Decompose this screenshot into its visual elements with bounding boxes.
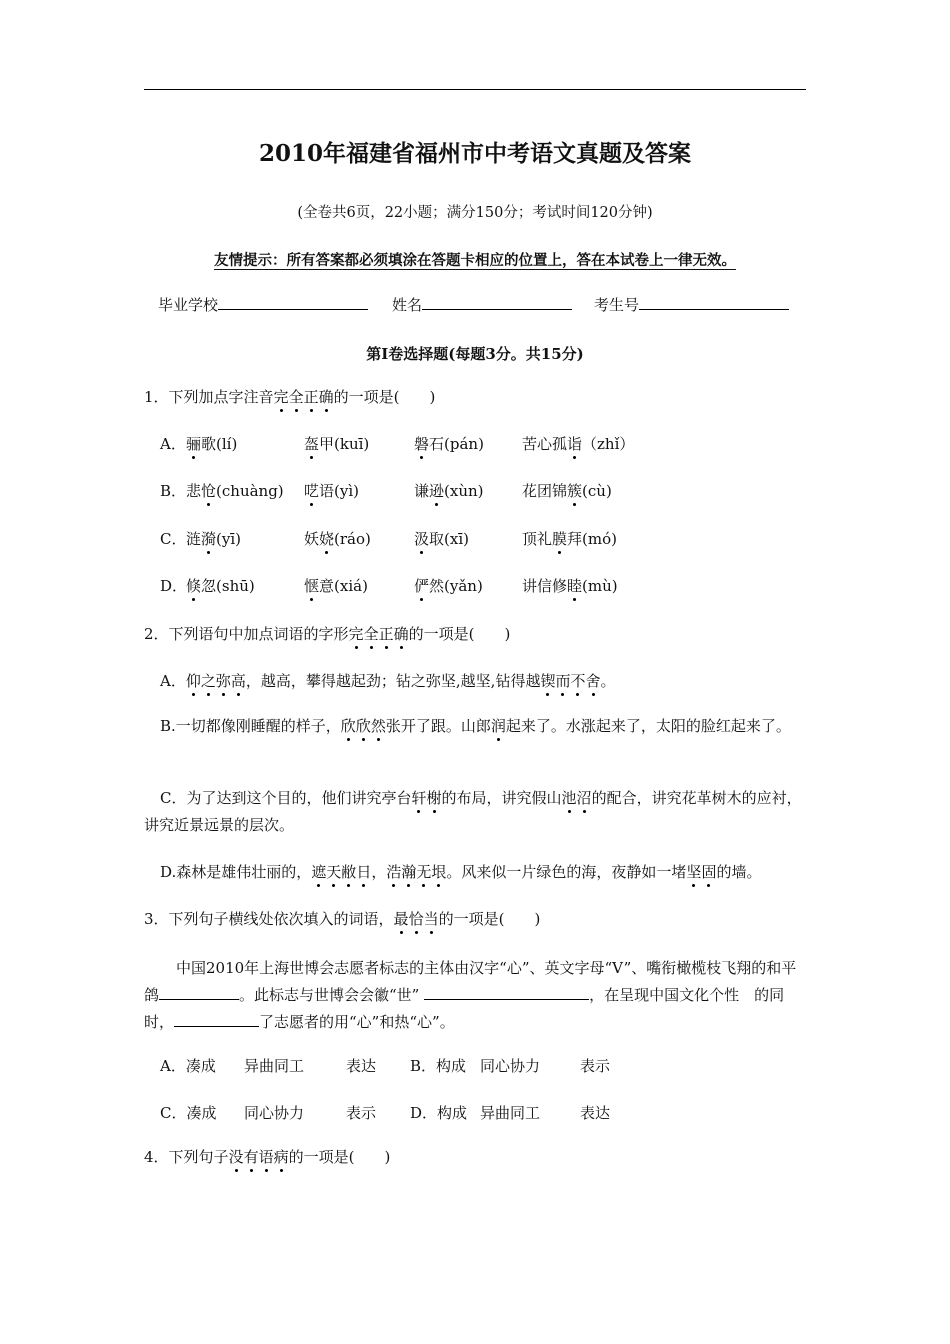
q2-stem-tail: 的一项是( )	[408, 625, 511, 643]
question-1-stem	[144, 386, 435, 407]
q2-option-a	[160, 670, 616, 691]
q1-item-text: (cù)	[582, 482, 612, 500]
q1-option-item	[522, 575, 618, 596]
q1-item-text: 花团锦	[522, 482, 568, 500]
q1-stem-text: 1．下列加点字注音	[144, 388, 274, 406]
q1-dotted-char: 簇	[567, 482, 583, 500]
q3-option-cell: B．构成	[410, 1057, 467, 1075]
q1-option-item	[186, 528, 241, 549]
q1-item-text: 顶礼	[522, 530, 553, 548]
q1-dotted-char: 漪	[201, 530, 217, 548]
q2d-text-2: ，	[371, 863, 387, 881]
q1-item-text: 悲	[186, 482, 202, 500]
question-4-stem	[144, 1146, 390, 1167]
q3-passage-3: ，在呈现中国文化个性 的同时，	[144, 986, 785, 1031]
q1-item-text: 石(pán)	[429, 435, 484, 453]
q2c-text-3: 的配合，讲究花革树木的应衬，讲究近景远景的层次。	[144, 789, 802, 834]
exam-info: (全卷共6页，22小题；满分150分；考试时间120分钟)	[297, 205, 653, 221]
q2c-word-1: 轩榭	[411, 789, 442, 807]
q1-stem-tail: 的一项是( )	[333, 388, 436, 406]
q2-option-b	[144, 713, 806, 740]
q2d-text-1: D.森林是雄伟壮丽的，	[160, 863, 312, 881]
q2a-word-2: 锲而不舍	[540, 672, 601, 690]
q3-option-cell: 同心协力	[480, 1057, 541, 1075]
q1-option-item	[522, 433, 634, 454]
q2c-text-1: C．为了达到这个目的，他们讲究亭台	[160, 789, 412, 807]
q1-dotted-char: 磐	[414, 435, 430, 453]
q1-item-text: 语(yì)	[319, 482, 359, 500]
q1-dotted-char: 骊	[186, 435, 202, 453]
q1-option-label: C．	[160, 530, 187, 548]
q1-item-text: 苦心孤	[522, 435, 568, 453]
q1-dotted-char: 怆	[201, 482, 217, 500]
q1-item-text: (chuàng)	[216, 482, 284, 500]
q2d-text-3: 。风来似一片绿色的海，夜静如一堵	[446, 863, 687, 881]
q3-option-cell: 表达	[346, 1057, 377, 1075]
q2a-text-1: ，越高，攀得越起劲；钻之弥坚,越坚,钻得越	[245, 672, 541, 690]
q3-stem-text: 3．下列句子横线处依次填入的词语，	[144, 910, 394, 928]
q3-option-cell: 表示	[346, 1104, 377, 1122]
q4-stem-emphasis: 没有语病	[228, 1148, 289, 1166]
q1-dotted-char: 汲	[414, 530, 430, 548]
friendly-tip-text: 友情提示：所有答案都必须填涂在答题卡相应的位置上，答在本试卷上一律无效。	[214, 252, 736, 269]
q2b-word-1: 欣欣然	[340, 717, 386, 735]
q1-stem-emphasis: 完全正确	[273, 388, 334, 406]
q1-option-item	[186, 575, 255, 596]
q2a-text-2: 。	[600, 672, 616, 690]
q3-passage-2: 。此标志与世博会会徽“世”	[239, 986, 420, 1004]
q2b-text-3: 起来了。水涨起来了，太阳的脸红起来了。	[505, 717, 791, 735]
name-label: 姓名	[392, 296, 423, 314]
q1-dotted-char: 诣	[567, 435, 583, 453]
q1-option-item	[304, 575, 368, 596]
q1-dotted-char: 俨	[414, 577, 430, 595]
q1-option-item	[304, 480, 359, 501]
q1-item-text: 谦	[414, 482, 430, 500]
q2c-text-2: 的布局，讲究假山	[441, 789, 562, 807]
q2b-word-2: 润	[490, 717, 506, 735]
q2d-text-4: 的墙。	[716, 863, 762, 881]
top-rule	[144, 89, 806, 90]
q1-item-text: 取(xī)	[429, 530, 469, 548]
q3-stem-emphasis: 最恰当	[393, 910, 439, 928]
q1-option-label: D．	[160, 577, 188, 595]
q2b-text-2: 张开了跟。山郎	[385, 717, 491, 735]
exam-no-blank[interactable]	[639, 295, 789, 310]
q3-option-cell: 异曲同工	[244, 1057, 305, 1075]
q1-option-item	[414, 575, 483, 596]
q3-option-cell: 表示	[580, 1057, 611, 1075]
q3-blank-3	[174, 1012, 259, 1027]
q3-option-cell: D．构成	[410, 1104, 468, 1122]
q3-stem-tail: 的一项是( )	[438, 910, 541, 928]
q1-dotted-char: 盔	[304, 435, 320, 453]
q2d-word-1: 遮天敝日	[311, 863, 372, 881]
exam-no-label: 考生号	[594, 296, 640, 314]
question-2-stem	[144, 623, 510, 644]
school-blank[interactable]	[218, 295, 368, 310]
q2b-text-1: B.一切都像刚睡醒的样子，	[160, 717, 341, 735]
q4-stem-text: 4．下列句子	[144, 1148, 229, 1166]
q1-dotted-char: 睦	[567, 577, 583, 595]
q1-dotted-char: 逊	[429, 482, 445, 500]
q2-stem-text: 2．下列语句中加点词语的字形	[144, 625, 349, 643]
school-field	[158, 294, 368, 315]
q1-option-item	[304, 528, 371, 549]
q1-item-text: 歌(lí)	[201, 435, 238, 453]
q1-item-text: (xùn)	[444, 482, 484, 500]
school-label: 毕业学校	[158, 296, 219, 314]
q1-dotted-char: 惬	[304, 577, 320, 595]
q1-item-text: 拜(mó)	[567, 530, 617, 548]
q3-blank-2	[424, 985, 589, 1000]
q1-option-item	[522, 480, 612, 501]
q3-passage-1: 中国2010年上海世博会志愿者标志的主体由汉字“心”、英文字母“V”、嘴衔橄榄枝飞翔的和平鸽	[144, 959, 797, 1004]
q3-option-cell: 表达	[580, 1104, 611, 1122]
q2a-word-1: 仰之弥高	[185, 672, 246, 690]
q1-option-item	[186, 433, 237, 454]
q1-dotted-char: 膜	[552, 530, 568, 548]
q3-option-cell: A．凑成	[160, 1057, 216, 1075]
q1-option-label: B．	[160, 482, 187, 500]
q1-item-text: (yī)	[216, 530, 242, 548]
q1-option-item	[414, 480, 484, 501]
q1-item-text: 意(xiá)	[319, 577, 368, 595]
q1-option-item	[304, 433, 369, 454]
q1-item-text: (ráo)	[334, 530, 371, 548]
q4-stem-tail: 的一项是( )	[288, 1148, 391, 1166]
q3-passage-4: 了志愿者的用“心”和热“心”。	[259, 1013, 455, 1031]
q1-dotted-char: 娆	[319, 530, 335, 548]
section-title: 第Ⅰ卷选择题(每题3分。共15分)	[366, 345, 584, 363]
q2c-word-2: 池沼	[561, 789, 592, 807]
friendly-tip	[0, 249, 950, 270]
q2a-label: A．	[160, 672, 186, 690]
q3-option-cell: 同心协力	[244, 1104, 305, 1122]
q1-item-text: 涟	[186, 530, 202, 548]
q1-option-label: A．	[160, 435, 186, 453]
q2d-word-2: 浩瀚无垠	[386, 863, 447, 881]
q1-item-text: 讲信修	[522, 577, 568, 595]
q1-option-item	[414, 528, 469, 549]
q2d-word-3: 坚固	[686, 863, 717, 881]
q1-option-item	[522, 528, 617, 549]
q3-passage	[144, 955, 806, 1036]
q1-item-text: 然(yǎn)	[429, 577, 483, 595]
q1-item-text: 妖	[304, 530, 320, 548]
name-field	[392, 294, 572, 315]
q2-stem-emphasis: 完全正确	[348, 625, 409, 643]
q1-option-item	[186, 480, 284, 501]
name-blank[interactable]	[422, 295, 572, 310]
q1-item-text: （zhǐ）	[582, 435, 635, 453]
q1-dotted-char: 倏	[186, 577, 202, 595]
q3-option-cell: C．凑成	[160, 1104, 217, 1122]
q2-option-c	[144, 785, 806, 839]
exam-no-field	[594, 294, 789, 315]
q1-item-text: (mù)	[582, 577, 618, 595]
q1-dotted-char: 呓	[304, 482, 320, 500]
q1-item-text: 忽(shū)	[201, 577, 255, 595]
q2-option-d	[160, 861, 761, 882]
q3-option-cell: 异曲同工	[480, 1104, 541, 1122]
page-title: 2010年福建省福州市中考语文真题及答案	[258, 140, 691, 167]
q3-blank-1	[159, 985, 239, 1000]
question-3-stem	[144, 908, 540, 929]
q1-item-text: 甲(kuī)	[319, 435, 370, 453]
q1-option-item	[414, 433, 484, 454]
